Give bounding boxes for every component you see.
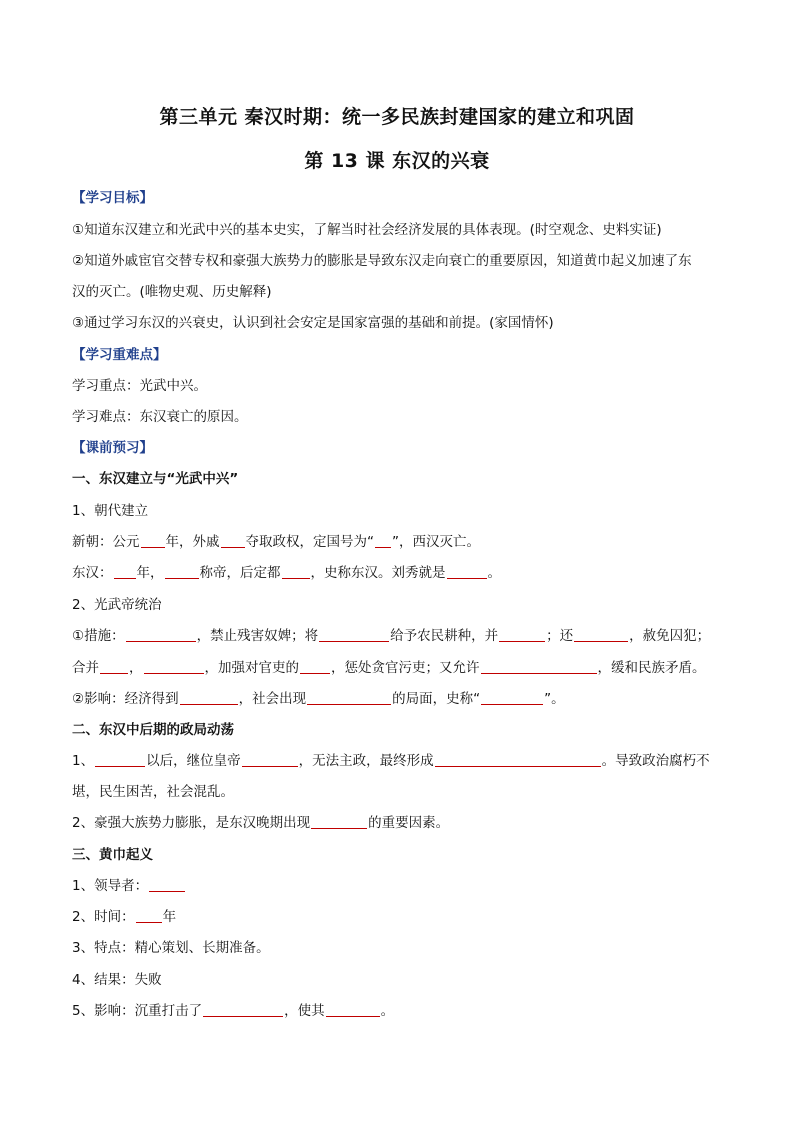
fill-blank[interactable]	[95, 753, 145, 767]
fill-blank[interactable]	[311, 815, 367, 829]
text: ，禁止残害奴婢；将	[196, 628, 319, 644]
text: ，无法主政，最终形成	[298, 753, 434, 769]
text: 5、影响：沉重打击了	[72, 1003, 203, 1019]
text: 的重要因素。	[368, 815, 450, 831]
text: ；还	[546, 628, 574, 644]
text: ，使其	[284, 1003, 325, 1019]
text: ”。	[544, 691, 565, 707]
fill-blank[interactable]	[114, 565, 136, 579]
section-1-title: 一、东汉建立与“光武中兴”	[72, 471, 239, 487]
fill-blank[interactable]	[300, 660, 330, 674]
fill-blank[interactable]	[100, 660, 128, 674]
fill-blank[interactable]	[435, 753, 601, 767]
fill-blank[interactable]	[282, 565, 310, 579]
fill-blank[interactable]	[499, 628, 545, 642]
text: ，	[129, 660, 143, 676]
impact-line	[72, 999, 394, 1019]
fill-blank[interactable]	[180, 691, 238, 705]
keypoints-header: 【学习重难点】	[72, 347, 167, 363]
objective-1: ①知道东汉建立和光武中兴的基本史实，了解当时社会经济发展的具体表现。(时空观念、史料实证)	[72, 222, 662, 238]
text: ，史称东汉。刘秀就是	[310, 565, 446, 581]
fill-blank[interactable]	[149, 878, 185, 892]
fill-blank[interactable]	[165, 565, 199, 579]
text: 东汉：	[72, 565, 113, 581]
result-line: 4、结果：失败	[72, 972, 162, 988]
fill-blank[interactable]	[126, 628, 196, 642]
key-difficulty: 学习难点：东汉衰亡的原因。	[72, 409, 248, 425]
section-2-title: 二、东汉中后期的政局动荡	[72, 722, 234, 738]
fill-blank[interactable]	[574, 628, 628, 642]
leader-line	[72, 874, 186, 894]
fill-blank[interactable]	[481, 691, 543, 705]
subsection-1-2: 2、光武帝统治	[72, 597, 162, 613]
text: 合并	[72, 660, 99, 676]
text: ，加强对官吏的	[204, 660, 299, 676]
text: 新朝：公元	[72, 534, 140, 550]
text: 年，外戚	[165, 534, 220, 550]
text: ，惩处贪官污吏；又允许	[331, 660, 480, 676]
gentry-line	[72, 811, 449, 831]
text: 称帝，后定都	[199, 565, 281, 581]
text: 。导致政治腐朽不	[601, 753, 710, 769]
text: 。	[380, 1003, 395, 1019]
objective-2-line-1: ②知道外戚宦官交替专权和豪强大族势力的膨胀是导致东汉走向衰亡的重要原因，知道黄巾起义加速了东	[72, 253, 692, 269]
section-3-title: 三、黄巾起义	[72, 847, 153, 863]
text: ，社会出现	[238, 691, 307, 707]
text: ，赦免囚犯；	[629, 628, 711, 644]
fill-blank[interactable]	[221, 534, 245, 548]
lesson-title: 第 13 课 东汉的兴衰	[304, 150, 490, 172]
objective-3: ③通过学习东汉的兴衰史，认识到社会安定是国家富强的基础和前提。(家国情怀)	[72, 315, 554, 331]
text: 。	[487, 565, 501, 581]
objective-2-line-2: 汉的灭亡。(唯物史观、历史解释)	[72, 284, 272, 300]
text: ，缓和民族矛盾。	[597, 660, 706, 676]
fill-blank[interactable]	[307, 691, 391, 705]
text: 1、领导者：	[72, 878, 149, 894]
text: ”，西汉灭亡。	[392, 534, 480, 550]
text: 夺取政权，定国号为“	[245, 534, 374, 550]
key-focus: 学习重点：光武中兴。	[72, 378, 207, 394]
eastern-han-line	[72, 561, 501, 581]
fill-blank[interactable]	[326, 1003, 380, 1017]
fill-blank[interactable]	[141, 534, 165, 548]
measures-line	[72, 624, 710, 644]
text: 年，	[136, 565, 164, 581]
text: 的局面，史称“	[392, 691, 481, 707]
text: ②影响：经济得到	[72, 691, 179, 707]
fill-blank[interactable]	[242, 753, 298, 767]
politics-line-2: 堪，民生困苦，社会混乱。	[72, 784, 234, 800]
fill-blank[interactable]	[203, 1003, 283, 1017]
fill-blank[interactable]	[447, 565, 487, 579]
time-line	[72, 905, 176, 925]
subsection-1-1: 1、朝代建立	[72, 503, 149, 519]
effect-line	[72, 687, 565, 707]
merge-line	[72, 656, 706, 676]
text: 1、	[72, 753, 95, 769]
text: 2、时间：	[72, 909, 135, 925]
preview-header: 【课前预习】	[72, 440, 153, 456]
text: 年	[162, 909, 177, 925]
text: 2、豪强大族势力膨胀，是东汉晚期出现	[72, 815, 311, 831]
politics-line-1	[72, 749, 710, 769]
text: ①措施：	[72, 628, 125, 644]
fill-blank[interactable]	[319, 628, 389, 642]
fill-blank[interactable]	[144, 660, 204, 674]
feature-line: 3、特点：精心策划、长期准备。	[72, 940, 270, 956]
fill-blank[interactable]	[375, 534, 391, 548]
text: 以后，继位皇帝	[146, 753, 241, 769]
unit-title: 第三单元 秦汉时期：统一多民族封建国家的建立和巩固	[159, 106, 635, 128]
fill-blank[interactable]	[481, 660, 597, 674]
fill-blank[interactable]	[136, 909, 162, 923]
objectives-header: 【学习目标】	[72, 190, 153, 206]
text: 给予农民耕种，并	[390, 628, 499, 644]
xin-dynasty-line	[72, 530, 480, 550]
